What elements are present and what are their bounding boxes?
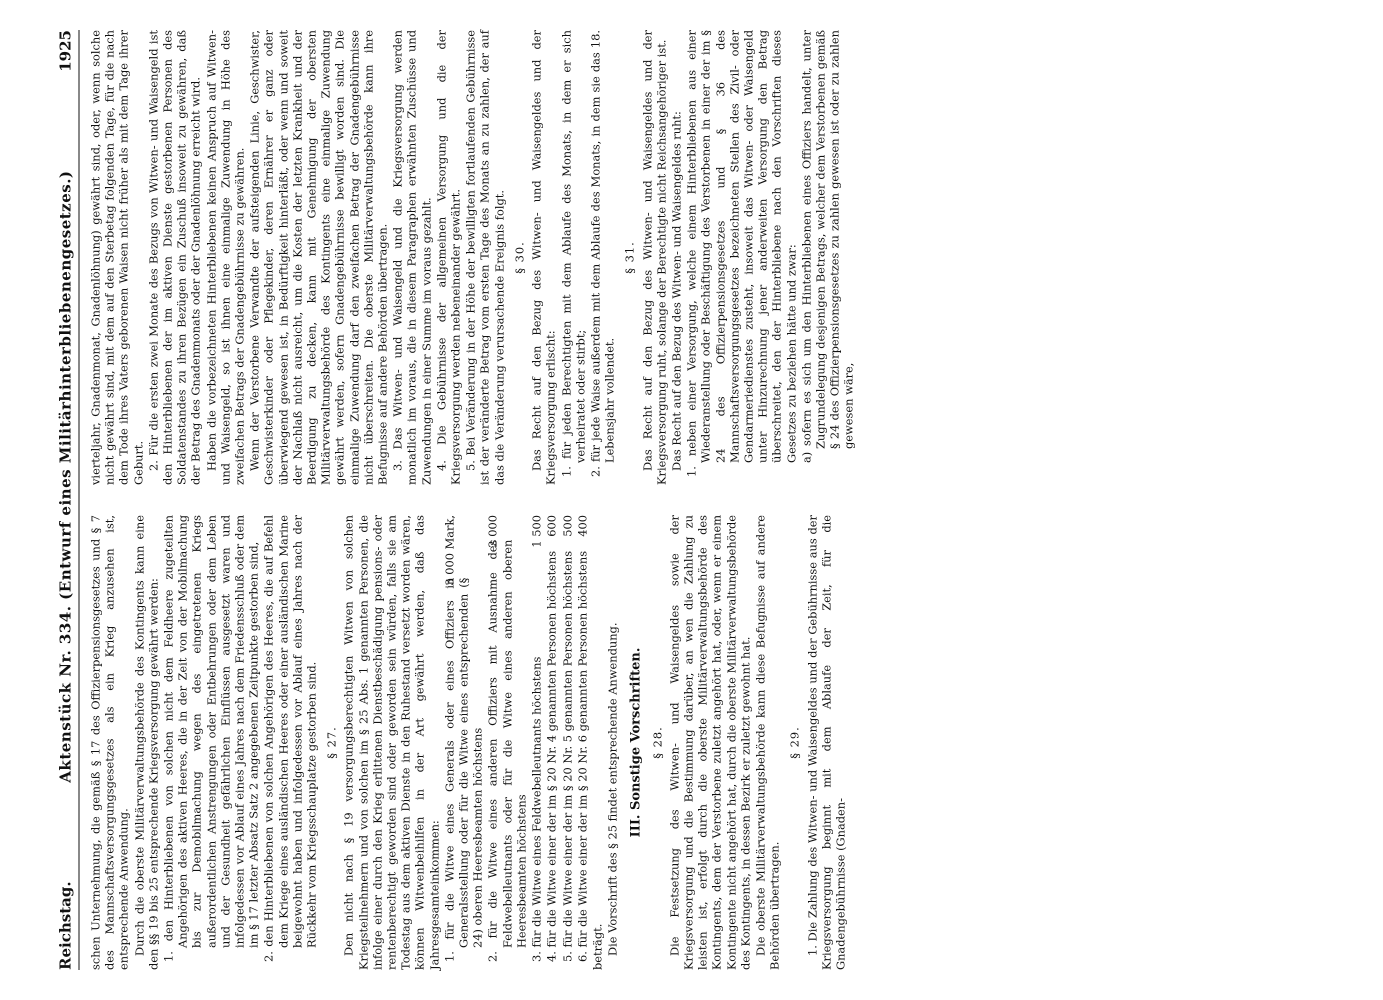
- payment-amount: 400: [574, 515, 589, 537]
- list-item: a) sofern es sich um den Hinterbliebenen eines Offiziers handelt, unter Zugrundelegung desjenigen Betrags, welcher dem Verstorbenen gemäß § 24 des Offizierpensionsgesetzes zu zahlen gewesen ist oder zu zahlen gewesen wäre,: [798, 30, 856, 463]
- paragraph: Die Festsetzung des Witwen- und Waisengeldes sowie der Kriegsversorgung und die Bestimmung darüber, an wen die Zahlung zu leisten ist, erfolgt durch die oberste Militärverwaltungsbehörde des Kontingents, dem der Verstorbene zuletzt angehört hat, oder, wenn er einem Kontingente nicht angehört hat, durch die oberste Militärverwaltungsbehörde des Kontingents, in dessen Bezirk er zuletzt gewohnt hat.: [666, 515, 752, 970]
- payment-amount: 1 500: [529, 515, 544, 548]
- paragraph: 1. Die Zahlung des Witwen- und Waisengeldes und der Gebührnisse aus der Kriegsversorgung beginnt mit dem Ablaufe der Zeit, für die Gnadengebührnisse (Gnaden-: [804, 515, 847, 970]
- payment-amount: 2 000: [485, 515, 500, 548]
- payment-amount: 600: [544, 515, 559, 537]
- list-item: [442, 515, 485, 970]
- paragraph: Das Recht auf den Bezug des Witwen- und Waisengeldes und der Kriegsversorgung ruht, solange der Berechtigte nicht Reichsangehöriger ist.: [639, 30, 668, 485]
- paragraph: Das Recht auf den Bezug des Witwen- und Waisengeldes ruht:: [668, 111, 683, 471]
- payment-text: 3. für die Witwe eines Feldwebelleutnants höchstens: [529, 656, 544, 962]
- left-column: [88, 515, 968, 970]
- list-item: [544, 515, 558, 970]
- payment-text: 5. für die Witwe einer der im § 20 Nr. 5 genannten Personen höchstens: [559, 550, 574, 962]
- section-heading: § 31.: [622, 241, 637, 274]
- header-left: Reichstag.: [55, 881, 74, 970]
- list-item: 1. neben einer Versorgung, welche einem Hinterbliebenen aus einer Wiederanstellung oder Beschäftigung des Verstorbenen in einer der im § 24 des Offizierpensionsgesetzes und § 36 des Mannschaftsversorgungsgesetzes bezeichneten Stellen des Zivil- oder Gendarmeriedienstes zusteht, insoweit das Witwen- oder Waisengeld unter Hinzurechnung jener anderweiten Versorgung den Betrag überschreitet, den der Hinterbliebene nach den Vorschriften dieses Gesetzes zu beziehen hätte und zwar:: [684, 30, 798, 477]
- section-heading: § 28.: [649, 726, 664, 759]
- list-item: [575, 515, 589, 970]
- paragraph: Den nicht nach § 19 versorgungsberechtigten Witwen von solchen Kriegsteilnehmern und von solchen im § 25 Abs. 1 genannten Personen, die infolge einer durch den Krieg erlittenen Dienstbeschädigung pensions- oder rentenberechtigt geworden sind oder geworden sein würden, falls sie am Todestag aus dem aktiven Dienste in den Ruhestand versetzt worden wären, können Witwenbeihilfen in der Art gewährt werden, daß das Jahresgesamteinkommen:: [341, 515, 441, 970]
- payment-text: 6. für die Witwe einer der im § 20 Nr. 6 genannten Personen höchstens: [574, 550, 589, 962]
- payment-text: 2. für die Witwe eines anderen Offiziers mit Ausnahme des Feldwebelleutnants oder für die Witwe eines anderen oberen Heeresbeamten höchstens: [485, 539, 528, 962]
- section-title: III. Sonstige Vorschriften.: [628, 647, 644, 838]
- page-header: [52, 30, 79, 970]
- list-item: 2. den Hinterbliebenen von solchen Angehörigen des Heeres, die auf Befehl dem Kriege eines ausländischen Heeres oder einer ausländischen Marine beigewohnt haben und infolgedessen vor Ablauf eines Jahres nach der Rückkehr vom Kriegsschauplatze gestorben sind.: [261, 515, 319, 962]
- list-item: [529, 515, 543, 970]
- paragraph: vierteljahr, Gnadenmonat, Gnadenlöhnung) gewährt sind, oder, wenn solche nicht gewährt sind, mit dem auf den Sterbetag folgenden Tage, für die nach dem Tode ihres Vaters geborenen Waisen nicht früher als mit dem Tage ihrer Geburt.: [88, 30, 145, 485]
- paragraph: beträgt.: [589, 923, 604, 970]
- paragraph: Das Recht auf den Bezug des Witwen- und Waisengeldes und der Kriegsversorgung erlischt:: [529, 30, 558, 485]
- paragraph: schen Unternehmung, die gemäß § 17 des Offizierpensionsgesetzes und § 7 des Mannschaftsversorgungsgesetzes als ein Krieg anzusehen ist, entsprechende Anwendung.: [88, 515, 131, 970]
- list-item: [560, 515, 574, 970]
- paragraph: Die oberste Militärverwaltungsbehörde kann diese Befugnisse auf andere Behörden übertragen.: [752, 515, 782, 970]
- section-heading: § 27.: [324, 726, 339, 759]
- page-number: 1925: [55, 30, 74, 72]
- paragraph: 3. Das Witwen- und Waisengeld und die Kriegsversorgung werden monatlich im voraus, die in diesem Paragraphen erwähnten Zuschüsse und Zuwendungen in einer Summe im voraus gezahlt.: [390, 30, 433, 485]
- payment-amount: 500: [559, 515, 574, 537]
- payment-amount: 3 000 Mark,: [441, 515, 456, 586]
- paragraph: Wenn der Verstorbene Verwandte der aufsteigenden Linie, Geschwister, Geschwisterkinder oder Pflegekinder, deren Ernährer er ganz oder überwiegend gewesen ist, in Bedürftigkeit hinterläßt, oder wenn und soweit der Nachlaß nicht ausreicht, um die Kosten der letzten Krankheit und der Beerdigung zu decken, kann mit Genehmigung der obersten Militärverwaltungsbehörde des Kontingents eine einmalige Zuwendung gewährt werden, sofern Gnadengebührnisse bewilligt worden sind. Die einmalige Zuwendung darf den zweifachen Betrag der Gnadengebührnisse nicht überschreiten. Die oberste Militärverwaltungsbehörde kann ihre Befugnisse auf andere Behörden übertragen.: [247, 30, 390, 485]
- payment-text: 4. für die Witwe einer der im § 20 Nr. 4 genannten Personen höchstens: [544, 550, 559, 962]
- paragraph: 2. Für die ersten zwei Monate des Bezugs von Witwen- und Waisengeld ist den Hinterbliebenen der im aktiven Dienste gestorbenen Personen des Soldatenstandes zu ihren Bezügen ein Zuschuß insoweit zu gewähren, daß der Betrag des Gnadenmonats oder der Gnadenlöhnung erreicht wird.: [145, 30, 203, 485]
- list-item: 1. für jeden Berechtigten mit dem Ablaufe des Monats, in dem er sich verheiratet oder stirbt;: [558, 30, 587, 477]
- paragraph: Haben die vorbezeichneten Hinterbliebenen keinen Anspruch auf Witwen- und Waisengeld, so ist ihnen eine einmalige Zuwendung in Höhe des zweifachen Betrags der Gnadengebührnisse zu gewähren.: [203, 30, 247, 485]
- section-heading: § 30.: [511, 241, 526, 274]
- payment-text: 1. für die Witwe eines Generals oder eines Offiziers in Generalsstellung oder für die Witwe eines entsprechenden (§ 24) oberen Heeresbeamten höchstens: [441, 577, 485, 962]
- list-item: 2. für jede Waise außerdem mit dem Ablaufe des Monats, in dem sie das 18. Lebensjahr vollendet.: [587, 30, 617, 477]
- paragraph: 4. Die Gebührnisse der allgemeinen Versorgung und die der Kriegsversorgung werden nebeneinander gewährt.: [433, 30, 463, 485]
- header-title: Aktenstück Nr. 334. (Entwurf eines Militärhinterbliebenengesetzes.): [55, 170, 74, 783]
- paragraph: 5. Bei Veränderung in der Höhe der bewilligten fortlaufenden Gebührnisse ist der veränderte Betrag vom ersten Tage des Monats an zu zahlen, der auf das die Veränderung verursachende Ereignis folgt.: [463, 30, 506, 485]
- list-item: 1. den Hinterbliebenen von solchen nicht dem Feldheere zugeteilten Angehörigen des aktiven Heeres, die in der Zeit von der Mobilmachung bis zur Demobilmachung wegen des eingetretenen Kriegs außerordentlichen Anstrengungen oder Entbehrungen oder dem Leben und der Gesundheit gefährlichen Einflüssen ausgesetzt waren und infolgedessen vor Ablauf eines Jahres nach dem Friedensschluß oder dem im § 17 letzter Absatz Satz 2 angegebenen Zeitpunkte gestorben sind,: [161, 515, 261, 962]
- list-item: [485, 515, 528, 970]
- right-column: [88, 30, 968, 485]
- section-heading: § 29.: [787, 726, 802, 759]
- paragraph: Durch die oberste Militärverwaltungsbehörde des Kontingents kann eine den §§ 19 bis 25 entsprechende Kriegsversorgung gewährt werden:: [131, 515, 160, 970]
- paragraph: Die Vorschrift des § 25 findet entsprechende Anwendung.: [605, 622, 620, 956]
